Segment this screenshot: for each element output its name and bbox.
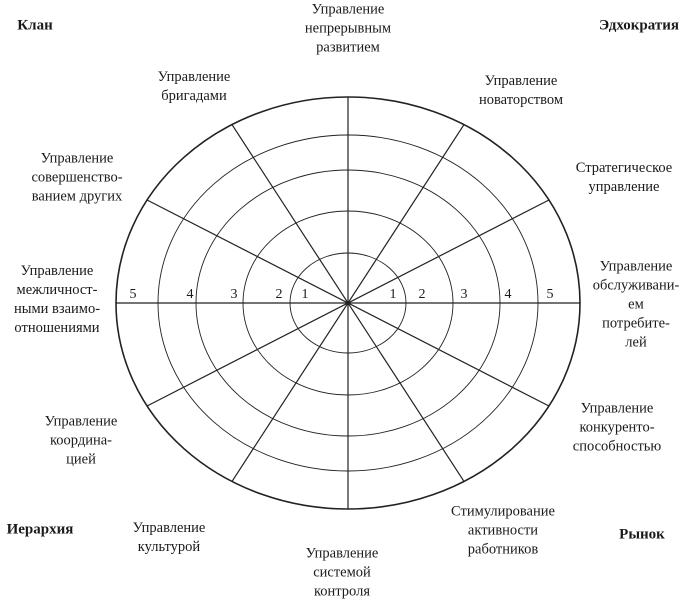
scale-number-left: 2	[275, 287, 283, 302]
sector-label-competitiveness: Управление конкуренто- способностью	[572, 400, 662, 455]
sector-label-coordination: Управление координа- цией	[44, 413, 118, 468]
sector-label-culture: Управление культурой	[132, 520, 206, 555]
corner-label-hierarchy: Иерархия	[6, 521, 74, 538]
scale-number-left: 3	[230, 287, 238, 302]
scale-number-right: 5	[546, 287, 554, 302]
corner-label-clan: Клан	[17, 17, 53, 34]
scale-number-left: 1	[301, 287, 309, 302]
scale-number-left: 4	[186, 287, 194, 302]
sector-label-customer-service: Управление обслуживани- ем потребите- лей	[592, 258, 680, 351]
sector-label-control-system: Управление системой контроля	[305, 545, 379, 600]
corner-label-adhocracy: Эдхократия	[598, 17, 680, 34]
sector-label-strategic: Стратегическое управление	[575, 160, 673, 195]
sector-label-improving-others: Управление совершенство- ванием других	[31, 150, 123, 205]
corner-label-market: Рынок	[619, 526, 665, 543]
scale-number-right: 1	[389, 287, 397, 302]
sector-label-teams: Управление бригадами	[157, 69, 231, 104]
scale-number-right: 4	[504, 287, 512, 302]
sector-label-interpersonal: Управление межличност- ными взаимо- отношениями	[13, 263, 101, 336]
scale-number-right: 2	[418, 287, 426, 302]
sector-label-innovation: Управление новаторством	[478, 73, 564, 108]
scale-number-right: 3	[460, 287, 468, 302]
sector-label-employee-activity: Стимулирование активности работников	[451, 503, 555, 558]
sector-label-continuous-development: Управление непрерывным развитием	[304, 1, 392, 56]
scale-number-left: 5	[129, 287, 137, 302]
